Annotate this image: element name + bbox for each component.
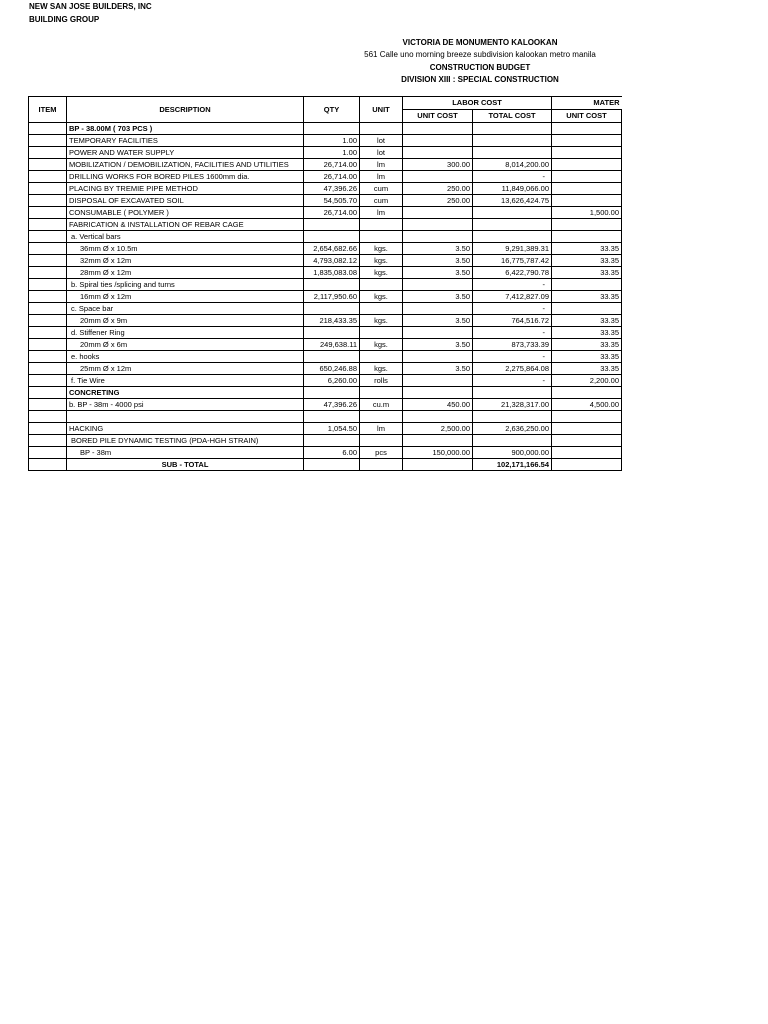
labor-unit-cost-cell <box>403 231 473 243</box>
unit-cell <box>360 279 403 291</box>
qty-cell <box>304 327 360 339</box>
description-cell: CONCRETING <box>67 387 304 399</box>
description-cell: BP - 38.00M ( 703 PCS ) <box>67 123 304 135</box>
col-header-unit: UNIT <box>360 97 403 123</box>
material-unit-cost-cell: 1,500.00 <box>552 207 622 219</box>
labor-unit-cost-cell <box>403 303 473 315</box>
item-cell <box>29 231 67 243</box>
labor-total-cost-cell <box>473 135 552 147</box>
budget-table <box>28 96 622 471</box>
material-unit-cost-cell: 33.35 <box>552 339 622 351</box>
unit-cell: lot <box>360 135 403 147</box>
qty-cell: 249,638.11 <box>304 339 360 351</box>
labor-unit-cost-cell <box>403 135 473 147</box>
material-unit-cost-cell <box>552 147 622 159</box>
subtotal-qty-cell <box>304 459 360 471</box>
qty-cell: 6.00 <box>304 447 360 459</box>
labor-total-cost-cell: 764,516.72 <box>473 315 552 327</box>
description-cell: a. Vertical bars <box>67 231 304 243</box>
labor-unit-cost-cell <box>403 207 473 219</box>
item-cell <box>29 147 67 159</box>
project-address: 561 Calle uno morning breeze subdivision kalookan metro manila <box>364 50 596 60</box>
unit-cell: kgs. <box>360 363 403 375</box>
labor-unit-cost-cell: 3.50 <box>403 339 473 351</box>
material-unit-cost-cell: 33.35 <box>552 291 622 303</box>
qty-cell <box>304 231 360 243</box>
table-row <box>29 411 622 423</box>
labor-total-cost-cell: - <box>473 327 552 339</box>
labor-total-cost-cell: 7,412,827.09 <box>473 291 552 303</box>
item-cell <box>29 447 67 459</box>
labor-total-cost-cell: 2,636,250.00 <box>473 423 552 435</box>
description-cell: DRILLING WORKS FOR BORED PILES 1600mm dia. <box>67 171 304 183</box>
table-row <box>29 387 622 399</box>
unit-cell: cum <box>360 195 403 207</box>
labor-unit-cost-cell: 3.50 <box>403 291 473 303</box>
item-cell <box>29 171 67 183</box>
unit-cell: rolls <box>360 375 403 387</box>
qty-cell: 26,714.00 <box>304 171 360 183</box>
item-cell <box>29 267 67 279</box>
item-cell <box>29 291 67 303</box>
item-cell <box>29 303 67 315</box>
table-row <box>29 447 622 459</box>
labor-unit-cost-cell: 150,000.00 <box>403 447 473 459</box>
unit-cell: cum <box>360 183 403 195</box>
item-cell <box>29 159 67 171</box>
description-cell: 36mm Ø x 10.5m <box>67 243 304 255</box>
labor-unit-cost-cell <box>403 147 473 159</box>
unit-cell: lm <box>360 207 403 219</box>
qty-cell: 47,396.26 <box>304 183 360 195</box>
material-unit-cost-cell: 33.35 <box>552 327 622 339</box>
unit-cell: lm <box>360 171 403 183</box>
description-cell <box>67 411 304 423</box>
material-unit-cost-cell: 33.35 <box>552 315 622 327</box>
description-cell: BP - 38m <box>67 447 304 459</box>
labor-unit-cost-cell: 3.50 <box>403 255 473 267</box>
table-row <box>29 279 622 291</box>
project-header <box>300 37 660 86</box>
material-unit-cost-cell: 33.35 <box>552 243 622 255</box>
labor-unit-cost-cell: 3.50 <box>403 267 473 279</box>
material-unit-cost-cell <box>552 195 622 207</box>
labor-total-cost-cell: 9,291,389.31 <box>473 243 552 255</box>
qty-cell: 6,260.00 <box>304 375 360 387</box>
qty-cell: 26,714.00 <box>304 159 360 171</box>
qty-cell: 47,396.26 <box>304 399 360 411</box>
company-group: BUILDING GROUP <box>29 14 100 24</box>
material-unit-cost-cell: 33.35 <box>552 255 622 267</box>
description-cell: DISPOSAL OF EXCAVATED SOIL <box>67 195 304 207</box>
labor-unit-cost-cell <box>403 327 473 339</box>
item-cell <box>29 375 67 387</box>
labor-unit-cost-cell <box>403 279 473 291</box>
table-row <box>29 159 622 171</box>
labor-total-cost-cell: 16,775,787.42 <box>473 255 552 267</box>
table-row <box>29 363 622 375</box>
qty-cell <box>304 123 360 135</box>
labor-unit-cost-cell <box>403 219 473 231</box>
table-row <box>29 375 622 387</box>
qty-cell <box>304 387 360 399</box>
labor-unit-cost-cell: 3.50 <box>403 243 473 255</box>
material-unit-cost-cell <box>552 435 622 447</box>
unit-cell: lm <box>360 423 403 435</box>
material-unit-cost-cell <box>552 171 622 183</box>
item-cell <box>29 423 67 435</box>
qty-cell: 1,054.50 <box>304 423 360 435</box>
description-cell: HACKING <box>67 423 304 435</box>
table-row <box>29 267 622 279</box>
labor-unit-cost-cell <box>403 387 473 399</box>
description-cell: b. BP - 38m - 4000 psi <box>67 399 304 411</box>
col-header-description: DESCRIPTION <box>67 97 304 123</box>
qty-cell: 26,714.00 <box>304 207 360 219</box>
unit-cell: kgs. <box>360 291 403 303</box>
table-row <box>29 243 622 255</box>
labor-unit-cost-cell <box>403 435 473 447</box>
material-unit-cost-cell <box>552 183 622 195</box>
table-row <box>29 171 622 183</box>
qty-cell: 2,117,950.60 <box>304 291 360 303</box>
qty-cell: 54,505.70 <box>304 195 360 207</box>
table-row <box>29 255 622 267</box>
table-row <box>29 135 622 147</box>
description-cell: 25mm Ø x 12m <box>67 363 304 375</box>
material-unit-cost-cell: 33.35 <box>552 267 622 279</box>
col-header-labor-total-cost: TOTAL COST <box>473 110 552 123</box>
material-unit-cost-cell: 4,500.00 <box>552 399 622 411</box>
qty-cell <box>304 351 360 363</box>
subtotal-row <box>29 459 622 471</box>
qty-cell <box>304 219 360 231</box>
unit-cell: kgs. <box>360 267 403 279</box>
qty-cell: 650,246.88 <box>304 363 360 375</box>
material-unit-cost-cell: 2,200.00 <box>552 375 622 387</box>
description-cell: TEMPORARY FACILITIES <box>67 135 304 147</box>
subtotal-item-cell <box>29 459 67 471</box>
description-cell: BORED PILE DYNAMIC TESTING (PDA-HGH STRAIN) <box>67 435 304 447</box>
unit-cell <box>360 387 403 399</box>
material-unit-cost-cell <box>552 231 622 243</box>
unit-cell: kgs. <box>360 315 403 327</box>
labor-total-cost-cell <box>473 387 552 399</box>
material-unit-cost-cell: 33.35 <box>552 363 622 375</box>
col-header-labor-cost: LABOR COST <box>403 97 552 110</box>
unit-cell <box>360 303 403 315</box>
qty-cell <box>304 303 360 315</box>
labor-total-cost-cell: 13,626,424.75 <box>473 195 552 207</box>
material-unit-cost-cell <box>552 219 622 231</box>
table-row <box>29 399 622 411</box>
description-cell: b. Spiral ties /splicing and turns <box>67 279 304 291</box>
company-header <box>29 1 152 26</box>
division-title: DIVISION XIII : SPECIAL CONSTRUCTION <box>401 74 559 84</box>
labor-total-cost-cell: - <box>473 171 552 183</box>
table-row <box>29 219 622 231</box>
item-cell <box>29 363 67 375</box>
item-cell <box>29 411 67 423</box>
unit-cell: kgs. <box>360 255 403 267</box>
item-cell <box>29 207 67 219</box>
material-unit-cost-cell <box>552 123 622 135</box>
labor-unit-cost-cell: 2,500.00 <box>403 423 473 435</box>
item-cell <box>29 399 67 411</box>
item-cell <box>29 219 67 231</box>
unit-cell <box>360 351 403 363</box>
unit-cell <box>360 219 403 231</box>
labor-total-cost-cell: 6,422,790.78 <box>473 267 552 279</box>
labor-total-cost-cell: 11,849,066.00 <box>473 183 552 195</box>
qty-cell: 1,835,083.08 <box>304 267 360 279</box>
project-name: VICTORIA DE MONUMENTO KALOOKAN <box>402 38 558 47</box>
description-cell: f. Tie Wire <box>67 375 304 387</box>
table-row <box>29 315 622 327</box>
labor-total-cost-cell <box>473 207 552 219</box>
table-row <box>29 183 622 195</box>
description-cell: POWER AND WATER SUPPLY <box>67 147 304 159</box>
subtotal-labor-unit-cell <box>403 459 473 471</box>
table-row <box>29 231 622 243</box>
subtotal-material-cell <box>552 459 622 471</box>
col-header-labor-unit-cost: UNIT COST <box>403 110 473 123</box>
qty-cell: 4,793,082.12 <box>304 255 360 267</box>
description-cell: d. Stiffener Ring <box>67 327 304 339</box>
item-cell <box>29 339 67 351</box>
labor-unit-cost-cell: 250.00 <box>403 195 473 207</box>
labor-unit-cost-cell <box>403 411 473 423</box>
col-header-item: ITEM <box>29 97 67 123</box>
item-cell <box>29 279 67 291</box>
unit-cell: kgs. <box>360 243 403 255</box>
description-cell: 28mm Ø x 12m <box>67 267 304 279</box>
description-cell: 32mm Ø x 12m <box>67 255 304 267</box>
item-cell <box>29 135 67 147</box>
labor-unit-cost-cell: 3.50 <box>403 315 473 327</box>
qty-cell <box>304 411 360 423</box>
item-cell <box>29 351 67 363</box>
description-cell: 20mm Ø x 9m <box>67 315 304 327</box>
unit-cell <box>360 327 403 339</box>
labor-total-cost-cell: - <box>473 303 552 315</box>
table-row <box>29 435 622 447</box>
material-unit-cost-cell: 33.35 <box>552 351 622 363</box>
subtotal-unit-cell <box>360 459 403 471</box>
labor-total-cost-cell <box>473 123 552 135</box>
qty-cell: 1.00 <box>304 135 360 147</box>
unit-cell: pcs <box>360 447 403 459</box>
unit-cell: kgs. <box>360 339 403 351</box>
description-cell: MOBILIZATION / DEMOBILIZATION, FACILITIES AND UTILITIES <box>67 159 304 171</box>
description-cell: PLACING BY TREMIE PIPE METHOD <box>67 183 304 195</box>
item-cell <box>29 123 67 135</box>
description-cell: c. Space bar <box>67 303 304 315</box>
qty-cell <box>304 435 360 447</box>
qty-cell: 2,654,682.66 <box>304 243 360 255</box>
unit-cell <box>360 411 403 423</box>
material-unit-cost-cell <box>552 279 622 291</box>
labor-unit-cost-cell <box>403 351 473 363</box>
table-row <box>29 147 622 159</box>
labor-total-cost-cell: - <box>473 375 552 387</box>
document-title: CONSTRUCTION BUDGET <box>429 62 531 72</box>
col-header-material: MATER <box>552 97 622 110</box>
unit-cell: cu.m <box>360 399 403 411</box>
unit-cell <box>360 231 403 243</box>
description-cell: FABRICATION & INSTALLATION OF REBAR CAGE <box>67 219 304 231</box>
material-unit-cost-cell <box>552 303 622 315</box>
item-cell <box>29 327 67 339</box>
labor-unit-cost-cell <box>403 171 473 183</box>
table-row <box>29 423 622 435</box>
labor-unit-cost-cell <box>403 375 473 387</box>
company-name: NEW SAN JOSE BUILDERS, INC <box>29 2 152 11</box>
labor-total-cost-cell: 8,014,200.00 <box>473 159 552 171</box>
material-unit-cost-cell <box>552 135 622 147</box>
labor-total-cost-cell <box>473 219 552 231</box>
item-cell <box>29 243 67 255</box>
unit-cell: lm <box>360 159 403 171</box>
labor-total-cost-cell: - <box>473 351 552 363</box>
table-row <box>29 303 622 315</box>
col-header-qty: QTY <box>304 97 360 123</box>
labor-total-cost-cell <box>473 411 552 423</box>
labor-unit-cost-cell: 3.50 <box>403 363 473 375</box>
table-row <box>29 291 622 303</box>
qty-cell: 218,433.35 <box>304 315 360 327</box>
table-row <box>29 339 622 351</box>
labor-total-cost-cell: 2,275,864.08 <box>473 363 552 375</box>
labor-total-cost-cell: 900,000.00 <box>473 447 552 459</box>
unit-cell <box>360 435 403 447</box>
item-cell <box>29 387 67 399</box>
qty-cell <box>304 279 360 291</box>
labor-total-cost-cell: - <box>473 279 552 291</box>
labor-total-cost-cell: 873,733.39 <box>473 339 552 351</box>
material-unit-cost-cell <box>552 423 622 435</box>
material-unit-cost-cell <box>552 159 622 171</box>
qty-cell: 1.00 <box>304 147 360 159</box>
subtotal-total: 102,171,166.54 <box>473 459 552 471</box>
subtotal-label: SUB - TOTAL <box>67 459 304 471</box>
item-cell <box>29 435 67 447</box>
labor-total-cost-cell: 21,328,317.00 <box>473 399 552 411</box>
material-unit-cost-cell <box>552 447 622 459</box>
table-row <box>29 327 622 339</box>
unit-cell <box>360 123 403 135</box>
item-cell <box>29 255 67 267</box>
labor-total-cost-cell <box>473 435 552 447</box>
item-cell <box>29 195 67 207</box>
description-cell: 16mm Ø x 12m <box>67 291 304 303</box>
unit-cell: lot <box>360 147 403 159</box>
table-row <box>29 123 622 135</box>
material-unit-cost-cell <box>552 411 622 423</box>
table-row <box>29 207 622 219</box>
item-cell <box>29 315 67 327</box>
labor-unit-cost-cell: 300.00 <box>403 159 473 171</box>
labor-total-cost-cell <box>473 147 552 159</box>
labor-unit-cost-cell: 250.00 <box>403 183 473 195</box>
description-cell: 20mm Ø x 6m <box>67 339 304 351</box>
labor-unit-cost-cell <box>403 123 473 135</box>
description-cell: CONSUMABLE ( POLYMER ) <box>67 207 304 219</box>
material-unit-cost-cell <box>552 387 622 399</box>
header-row-1 <box>29 97 622 110</box>
labor-unit-cost-cell: 450.00 <box>403 399 473 411</box>
col-header-material-unit-cost: UNIT COST <box>552 110 622 123</box>
item-cell <box>29 183 67 195</box>
labor-total-cost-cell <box>473 231 552 243</box>
description-cell: e. hooks <box>67 351 304 363</box>
table-row <box>29 195 622 207</box>
table-row <box>29 351 622 363</box>
